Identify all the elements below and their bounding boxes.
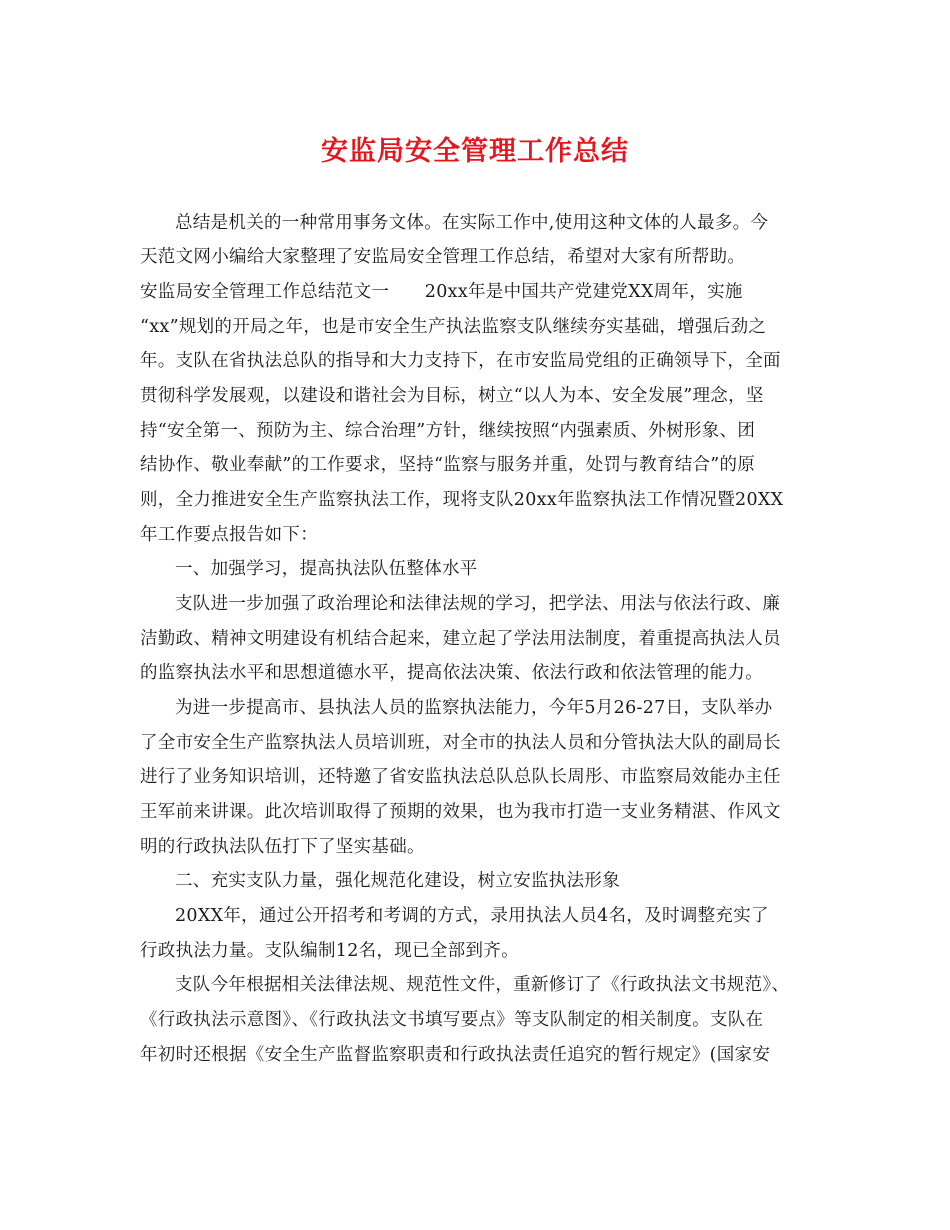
section-heading: 一、加强学习，提高执法队伍整体水平 [175,559,478,579]
section-heading: 二、充实支队力量，强化规范化建设，树立安监执法形象 [175,871,620,891]
text-line: 支队今年根据相关法律法规、规范性文件，重新修订了《行政执法文书规范》、 [175,975,790,995]
text-line: 进行了业务知识培训，还特邀了省安监执法总队总队长周彤、市监察局效能办主任 [140,767,781,787]
document-title: 安监局安全管理工作总结 [321,136,629,167]
text-line: 洁勤政、精神文明建设有机结合起来，建立起了学法用法制度，着重提高执法人员 [140,629,781,649]
text-line: 年。支队在省执法总队的指导和大力支持下，在市安监局党组的正确领导下，全面 [140,351,781,371]
text-line: 年初时还根据《安全生产监督监察职责和行政执法责任追究的暂行规定》(国家安 [140,1045,771,1065]
text-line: 20XX年，通过公开招考和考调的方式，录用执法人员4名，及时调整充实了 [175,906,769,926]
text-line: 则，全力推进安全生产监察执法工作，现将支队20xx年监察执法工作情况暨20XX [140,490,784,510]
text-line: 贯彻科学发展观，以建设和谐社会为目标，树立“以人为本、安全发展”理念，坚 [140,386,764,406]
text-line: 了全市安全生产监察执法人员培训班，对全市的执法人员和分管执法大队的副局长 [140,733,781,753]
text-line: 持“安全第一、预防为主、综合治理”方针，继续按照“内强素质、外树形象、团 [140,421,756,441]
text-line: 年工作要点报告如下： [140,525,318,545]
text-line: 《行政执法示意图》、《行政执法文书填写要点》等支队制定的相关制度。支队在 [140,1010,764,1030]
text-line: 王军前来讲课。此次培训取得了预期的效果，也为我市打造一支业务精湛、作风文 [140,802,781,822]
text-line: 明的行政执法队伍打下了坚实基础。 [140,837,425,857]
text-line: 安监局安全管理工作总结范文一 20xx年是中国共产党建党XX周年，实施 [140,282,743,302]
text-line: “xx”规划的开局之年，也是市安全生产执法监察支队继续夯实基础，增强后劲之 [140,317,767,337]
text-line: 天范文网小编给大家整理了安监局安全管理工作总结，希望对大家有所帮助。 [140,247,746,267]
text-line: 的监察执法水平和思想道德水平，提高依法决策、依法行政和依法管理的能力。 [140,663,763,683]
text-line: 行政执法力量。支队编制12名，现已全部到齐。 [140,941,519,961]
text-line: 结协作、敬业奉献”的工作要求，坚持“监察与服务并重，处罚与教育结合”的原 [140,455,756,475]
text-line: 支队进一步加强了政治理论和法律法规的学习，把学法、用法与依法行政、廉 [175,594,781,614]
text-line: 为进一步提高市、县执法人员的监察执法能力，今年5月26-27日，支队举办 [175,698,773,718]
text-line: 总结是机关的一种常用事务文体。在实际工作中,使用这种文体的人最多。今 [175,213,769,233]
